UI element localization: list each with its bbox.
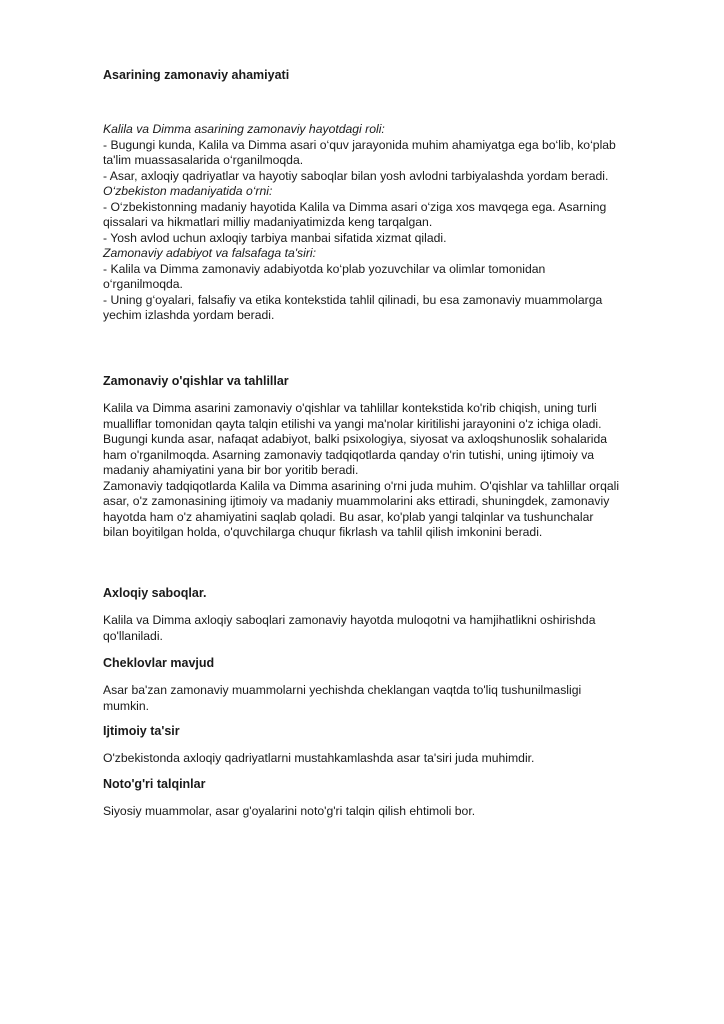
text-line: Kalila va Dimma axloqiy saboqlari zamonaviy hayotda muloqotni va hamjihatlikni oshirishda xyxy=(103,613,596,627)
text-line: bilan boyitilgan holda, o'quvchilarga chuqur fikrlash va tahlil qilish imkonini beradi. xyxy=(103,525,543,539)
text-line: Zamonaviy tadqiqotlarda Kalila va Dimma asarining o'rni juda muhim. O'qishlar va tahlillar orqali xyxy=(103,478,620,493)
text-line: yechim izlashda yordam beradi. xyxy=(103,308,275,322)
section-modern-significance xyxy=(103,67,663,83)
subheading: O‘zbekiston madaniyatida o‘rni: xyxy=(103,184,273,198)
text-line: - Asar, axloqiy qadriyatlar va hayotiy saboqlar bilan yosh avlodni tarbiyalashda yordam beradi. xyxy=(103,168,609,183)
text-line: - Yosh avlod uchun axloqiy tarbiya manbai sifatida xizmat qiladi. xyxy=(103,230,447,245)
section-moral-lessons-body xyxy=(103,613,663,644)
text-line: qo'llaniladi. xyxy=(103,628,163,643)
section-heading: Cheklovlar mavjud xyxy=(103,656,215,670)
text-line: ham o'rganilmoqda. Asarning zamonaviy tadqiqotlarda qanday o'rin tutishi, uning ijtimoiy va xyxy=(103,447,595,462)
text-line: Siyosiy muammolar, asar g'oyalarini noto'g'ri talqin qilish ehtimoli bor. xyxy=(103,804,476,818)
text-line: - O‘zbekistonning madaniy hayotida Kalila va Dimma asari o‘ziga xos mavqega ega. Asarning xyxy=(103,199,607,214)
text-line: Kalila va Dimma asarini zamonaviy o'qishlar va tahlillar kontekstida ko'rib chiqish, uning turli xyxy=(103,401,597,415)
text-line: - Bugungi kunda, Kalila va Dimma asari o‘quv jarayonida muhim ahamiyatga ega bo‘lib, ko‘plab xyxy=(103,137,616,152)
section-heading: Zamonaviy o'qishlar va tahlillar xyxy=(103,374,289,388)
text-line: asar, o'z zamonasining ijtimoiy va madaniy muammolarini aks ettiradi, shuningdek, zamonaviy xyxy=(103,494,610,508)
text-line: madaniy ahamiyatini yana bir bor yoritib beradi. xyxy=(103,463,359,477)
subheading: Kalila va Dimma asarining zamonaviy hayotdagi roli: xyxy=(103,122,385,136)
section-heading: Axloqiy saboqlar. xyxy=(103,586,207,600)
text-line: mualliflar tomonidan qayta talqin etilishi va yangi ma'nolar kiritilishi jarayonini o'z ichiga oladi. xyxy=(103,416,602,431)
section-heading: Noto'g'ri talqinlar xyxy=(103,777,206,791)
text-line: o‘rganilmoqda. xyxy=(103,277,183,291)
text-line: qissalari va hikmatlari milliy madaniyatimizda keng tarqalgan. xyxy=(103,215,433,229)
text-line: O'zbekistonda axloqiy qadriyatlarni mustahkamlashda asar ta'siri juda muhimdir. xyxy=(103,751,535,765)
text-line: - Uning g‘oyalari, falsafiy va etika kontekstida tahlil qilinadi, bu esa zamonaviy muammolarga xyxy=(103,292,603,307)
subheading: Zamonaviy adabiyot va falsafaga ta'siri: xyxy=(103,246,317,260)
section-misinterpretations-body xyxy=(103,804,663,820)
section-misinterpretations xyxy=(103,776,663,792)
text-line: Asar ba'zan zamonaviy muammolarni yechishda cheklangan vaqtda to'liq tushunilmasligi xyxy=(103,683,582,697)
section-limitations xyxy=(103,655,663,671)
section-moral-lessons xyxy=(103,585,663,601)
section-modern-readings xyxy=(103,373,663,389)
section-limitations-body xyxy=(103,683,663,714)
section-social-impact-body xyxy=(103,751,663,767)
text-line: mumkin. xyxy=(103,698,150,713)
section-social-impact xyxy=(103,723,663,739)
section-modern-significance-body xyxy=(103,122,663,324)
text-line: - Kalila va Dimma zamonaviy adabiyotda ko‘plab yozuvchilar va olimlar tomonidan xyxy=(103,261,546,276)
text-line: Bugungi kunda asar, nafaqat adabiyot, balki psixologiya, siyosat va axloqshunoslik sohalarida xyxy=(103,432,608,446)
text-line: hayotda ham o'z ahamiyatini saqlab qoladi. Bu asar, ko'plab yangi talqinlar va tushunchalar xyxy=(103,509,594,524)
text-line: ta'lim muassasalarida o‘rganilmoqda. xyxy=(103,153,304,167)
section-heading: Ijtimoiy ta'sir xyxy=(103,724,180,738)
section-modern-readings-body xyxy=(103,401,663,541)
section-heading: Asarining zamonaviy ahamiyati xyxy=(103,68,290,82)
